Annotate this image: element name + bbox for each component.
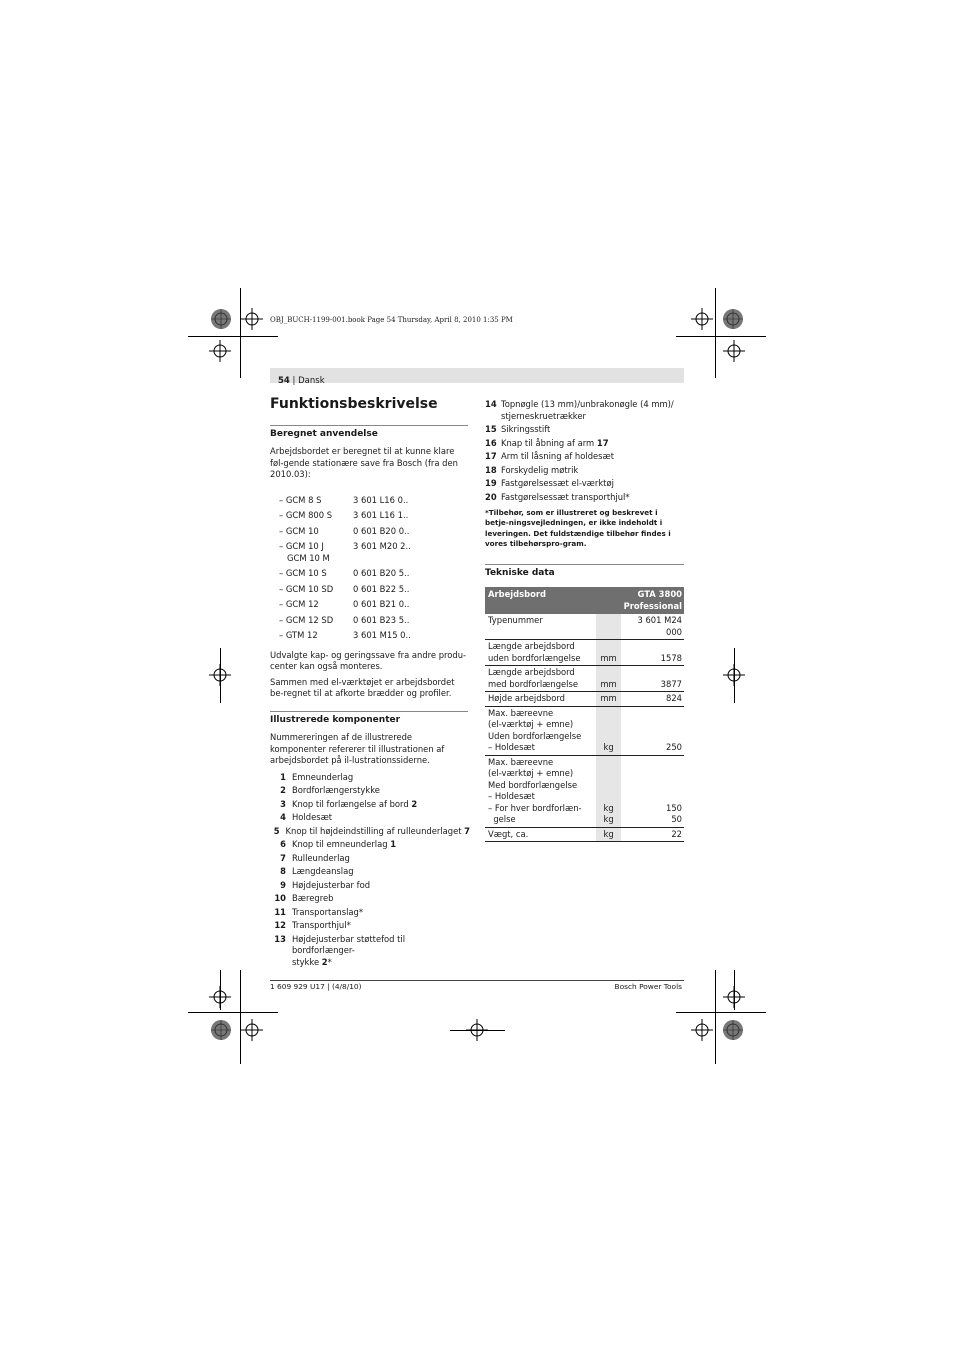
footer-document-number: 1 609 929 U17 | (4/8/10) [270,982,362,991]
section-heading: Illustrerede komponenter [270,711,468,727]
list-item: 10 Bæregreb [274,893,334,903]
table-header-cell: Arbejdsbord [485,587,621,614]
paragraph: Sammen med el-værktøjet er arbejdsbordet be-regnet til at afkorte brædder og profiler. [270,676,455,698]
table-header-row [485,587,684,614]
table-row: Max. bæreevne (el-værktøj + emne) Uden bordforlængelse – Holdesæt kg 250 [485,706,684,755]
page-header [270,368,684,386]
list-item: 5 Knop til højdeindstilling af rulleunderlaget 7 [273,825,470,836]
header-separator: | [289,376,299,386]
table-row: Typenummer 3 601 M24 000 [485,614,684,640]
model-row: – GCM 10 J GCM 10 M 3 601 M20 2.. [279,541,411,563]
book-info-line: OBJ_BUCH-1199-001.book Page 54 Thursday, April 8, 2010 1:35 PM [270,316,513,324]
technical-data-table [485,587,684,842]
crosshair-icon [241,1019,263,1041]
right-column [485,399,685,842]
intro-paragraph: Arbejdsbordet er beregnet til at kunne klare føl-gende stationære save fra Bosch (fra den 2010.03): [270,446,458,479]
list-item: 4 Holdesæt [280,812,333,822]
list-item: 3 Knop til forlængelse af bord 2 [280,798,418,809]
list-item: 13 Højdejusterbar støttefod til bordforlænger- stykke 2* [274,933,406,967]
registration-target-icon [210,1019,232,1041]
crosshair-icon [209,340,231,362]
list-item: 15 Sikringsstift [485,424,551,434]
crosshair-icon [691,308,713,330]
table-row: Højde arbejdsbord mm 824 [485,692,684,707]
crosshair-icon [723,340,745,362]
table-row: Vægt, ca. kg 22 [485,827,684,842]
registration-target-icon [722,308,744,330]
list-item: 7 Rulleunderlag [280,852,350,863]
list-item: 12 Transporthjul* [274,920,351,930]
footer-divider [270,980,684,981]
header-language: Dansk [298,376,325,386]
model-row: – GCM 8 S 3 601 L16 0.. [279,494,409,505]
list-item: 2 Bordforlængerstykke [280,785,380,795]
list-item: 11 Transportanslag* [274,906,364,917]
intro-paragraph: Nummereringen af de illustrerede komponenter refererer til illustrationen af arbejdsbordet på il-lustrationssiderne. [270,732,445,765]
model-list [279,495,470,646]
model-row: – GCM 12 SD 0 601 B23 5.. [279,614,410,625]
component-list [270,771,470,967]
table-row: Længde arbejdsbord med bordforlængelse mm 3877 [485,666,684,692]
table-header-cell: GTA 3800 Professional [621,587,684,614]
list-item: 6 Knop til emneunderlag 1 [280,839,397,849]
list-item: 19 Fastgørelsessæt el-værktøj [485,478,614,489]
list-item: 20 Fastgørelsessæt transporthjul* [485,491,630,502]
section-heading: Beregnet anvendelse [270,425,468,441]
list-item: 16 Knap til åbning af arm 17 [485,437,609,448]
list-item: 8 Længdeanslag [280,866,354,876]
list-item: 14 Topnøgle (13 mm)/unbrakonøgle (4 mm)/ stjerneskruetrækker [485,399,674,421]
table-row: Længde arbejdsbord uden bordforlængelse mm 1578 [485,640,684,666]
list-item: 17 Arm til låsning af holdesæt [485,451,615,462]
section-heading: Tekniske data [485,564,684,580]
registration-target-icon [210,308,232,330]
model-row: – GTM 12 3 601 M15 0.. [279,630,411,640]
accessory-note: *Tilbehør, som er illustreret og beskrevet i betje-ningsvejledningen, er ikke indeholdt i leveringen. Det fuldstændige tilbehør findes i vores tilbehørspro-gram. [485,507,671,549]
list-item: 9 Højdejusterbar fod [280,879,371,890]
page-number: 54 [278,376,290,386]
left-column [270,396,470,967]
model-row: – GCM 10 0 601 B20 0.. [279,525,410,536]
page-title: Funktionsbeskrivelse [270,396,438,412]
table-row: Max. bæreevne (el-værktøj + emne) Med bordforlængelse – Holdesæt – For hver bordforlæn- gelse kg kg 150 50 [485,755,684,827]
list-item: 1 Emneunderlag [280,771,354,782]
list-item: 18 Forskydelig møtrik [485,464,579,475]
model-row: – GCM 800 S 3 601 L16 1.. [279,510,409,520]
footer-brand: Bosch Power Tools [614,982,682,991]
model-row: – GCM 10 SD 0 601 B22 5.. [279,583,410,594]
registration-target-icon [722,1019,744,1041]
crosshair-icon [241,308,263,330]
model-row: – GCM 10 S 0 601 B20 5.. [279,568,410,578]
model-row: – GCM 12 0 601 B21 0.. [279,599,410,609]
crosshair-icon [691,1019,713,1041]
paragraph: Udvalgte kap- og geringssave fra andre produ-center kan også monteres. [270,649,467,671]
